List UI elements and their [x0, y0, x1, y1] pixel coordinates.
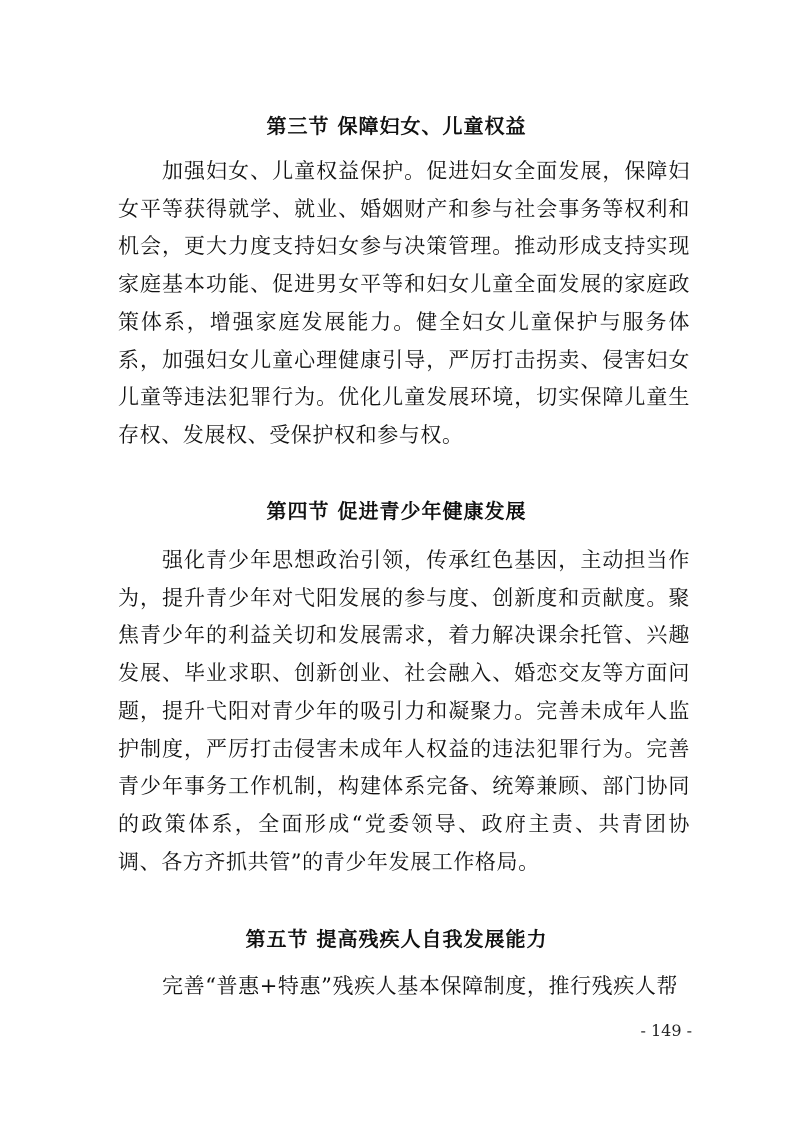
- section-paragraph-5: 完善“普惠+特惠”残疾人基本保障制度，推行残疾人帮: [162, 974, 679, 998]
- section-paragraph-4: 强化青少年思想政治引领，传承红色基因，主动担当作为，提升青少年对弋阳发展的参与度、创新度和贡献度。聚焦青少年的利益关切和发展需求，着力解决课余托管、兴趣发展、毕业求职、创新创业、社会融入、婚恋交友等方面问题，提升弋阳对青少年的吸引力和凝聚力。完善未成年人监护制度，严厉打击侵害未成年人权益的违法犯罪行为。完善青少年事务工作机制，构建体系完备、统筹兼顾、部门协同的政策体系，全面形成“党委领导、政府主责、共青团协调、各方齐抓共管”的青少年发展工作格局。: [118, 548, 690, 874]
- section-heading-4: 第四节 促进青少年健康发展: [266, 499, 527, 523]
- page-number: - 149 -: [640, 1021, 692, 1040]
- section-heading-5: 第五节 提高残疾人自我发展能力: [245, 927, 548, 951]
- section-heading-3: 第三节 保障妇女、儿童权益: [266, 114, 527, 138]
- section-paragraph-3: 加强妇女、儿童权益保护。促进妇女全面发展，保障妇女平等获得就学、就业、婚姻财产和参与社会事务等权利和机会，更大力度支持妇女参与决策管理。推动形成支持实现家庭基本功能、促进男女平等和妇女儿童全面发展的家庭政策体系，增强家庭发展能力。健全妇女儿童保护与服务体系，加强妇女儿童心理健康引导，严厉打击拐卖、侵害妇女儿童等违法犯罪行为。优化儿童发展环境，切实保障儿童生存权、发展权、受保护权和参与权。: [118, 159, 690, 447]
